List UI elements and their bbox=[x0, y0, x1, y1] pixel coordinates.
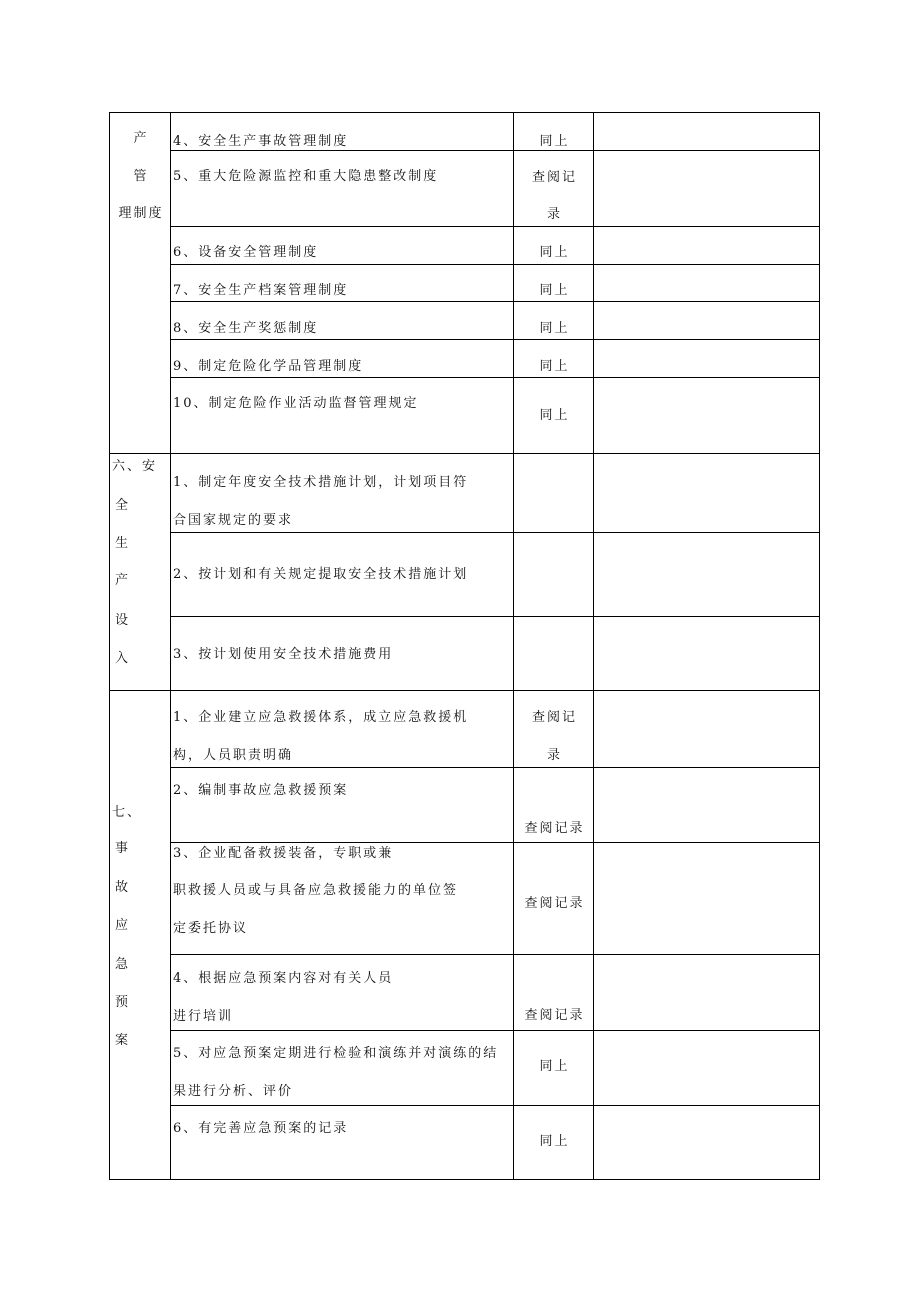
method-text: 查阅记录 bbox=[524, 896, 585, 911]
table-row bbox=[109, 616, 819, 690]
item-cell bbox=[170, 150, 513, 226]
method-text: 同上 bbox=[539, 1059, 570, 1074]
table-row bbox=[109, 842, 819, 954]
item-text: 3、按计划使用安全技术措施费用 bbox=[173, 647, 394, 662]
method-cell bbox=[513, 954, 593, 1030]
method-cell bbox=[513, 767, 593, 842]
item-text: 3、企业配备救援装备，专职或兼 bbox=[173, 846, 394, 861]
remark-cell bbox=[593, 767, 819, 842]
table-row bbox=[109, 377, 819, 453]
method-cell bbox=[513, 150, 593, 226]
method-cell bbox=[513, 690, 593, 767]
item-text: 职救援人员或与具备应急救援能力的单位签 bbox=[173, 883, 459, 898]
table-row bbox=[109, 453, 819, 532]
item-cell bbox=[170, 1105, 513, 1179]
category-text: 案 bbox=[115, 1033, 131, 1048]
method-text: 同上 bbox=[539, 321, 570, 336]
category-text: 故 bbox=[115, 880, 131, 895]
item-cell bbox=[170, 453, 513, 532]
method-text: 同上 bbox=[539, 283, 570, 298]
method-cell bbox=[513, 112, 593, 150]
item-text: 4、根据应急预案内容对有关人员 bbox=[173, 971, 394, 986]
item-text: 2、按计划和有关规定提取安全技术措施计划 bbox=[173, 567, 469, 582]
method-text: 查阅记录 bbox=[524, 821, 585, 836]
category-text: 设 bbox=[115, 613, 131, 628]
method-cell bbox=[513, 264, 593, 301]
item-cell bbox=[170, 532, 513, 616]
table-row bbox=[109, 1105, 819, 1179]
method-cell bbox=[513, 453, 593, 532]
remark-cell bbox=[593, 453, 819, 532]
remark-cell bbox=[593, 690, 819, 767]
category-text: 急 bbox=[115, 957, 131, 972]
item-text: 7、安全生产档案管理制度 bbox=[173, 283, 349, 298]
method-text: 录 bbox=[546, 748, 562, 763]
item-text: 10、制定危险作业活动监督管理规定 bbox=[173, 396, 419, 411]
category-text: 入 bbox=[115, 651, 131, 666]
category-text: 全 bbox=[115, 498, 131, 513]
item-text: 4、安全生产事故管理制度 bbox=[173, 134, 349, 149]
item-cell bbox=[170, 690, 513, 767]
method-text: 同上 bbox=[539, 245, 570, 260]
table-row bbox=[109, 767, 819, 842]
table-row bbox=[109, 532, 819, 616]
item-text: 8、安全生产奖惩制度 bbox=[173, 321, 319, 336]
item-text: 1、企业建立应急救援体系，成立应急救援机 bbox=[173, 710, 469, 725]
category-text: 预 bbox=[115, 995, 131, 1010]
method-cell bbox=[513, 226, 593, 264]
method-cell bbox=[513, 616, 593, 690]
method-text: 同上 bbox=[539, 359, 570, 374]
category-text: 产 bbox=[115, 573, 131, 588]
item-cell bbox=[170, 377, 513, 453]
item-cell bbox=[170, 954, 513, 1030]
item-cell bbox=[170, 226, 513, 264]
method-text: 同上 bbox=[539, 134, 570, 149]
table-row bbox=[109, 1030, 819, 1105]
method-cell bbox=[513, 377, 593, 453]
method-text: 录 bbox=[546, 207, 562, 222]
item-text: 6、设备安全管理制度 bbox=[173, 245, 319, 260]
remark-cell bbox=[593, 264, 819, 301]
item-cell bbox=[170, 339, 513, 377]
table-row bbox=[109, 150, 819, 226]
item-text: 定委托协议 bbox=[173, 921, 249, 936]
remark-cell bbox=[593, 339, 819, 377]
category-text: 生 bbox=[115, 536, 131, 551]
category-text: 管 bbox=[133, 169, 149, 184]
method-text: 查阅记 bbox=[531, 710, 577, 725]
remark-cell bbox=[593, 1105, 819, 1179]
remark-cell bbox=[593, 226, 819, 264]
item-cell bbox=[170, 112, 513, 150]
item-text: 5、重大危险源监控和重大隐患整改制度 bbox=[173, 169, 439, 184]
item-cell bbox=[170, 767, 513, 842]
method-text: 同上 bbox=[539, 1134, 570, 1149]
method-cell bbox=[513, 1030, 593, 1105]
remark-cell bbox=[593, 1030, 819, 1105]
remark-cell bbox=[593, 616, 819, 690]
category-text: 理制度 bbox=[118, 206, 164, 221]
item-text: 构，人员职责明确 bbox=[173, 748, 294, 763]
remark-cell bbox=[593, 150, 819, 226]
item-text: 1、制定年度安全技术措施计划，计划项目符 bbox=[173, 475, 469, 490]
item-cell bbox=[170, 264, 513, 301]
method-cell bbox=[513, 532, 593, 616]
item-cell bbox=[170, 1030, 513, 1105]
table-row bbox=[109, 690, 819, 767]
remark-cell bbox=[593, 954, 819, 1030]
table-row bbox=[109, 112, 819, 150]
category-text: 产 bbox=[133, 131, 149, 146]
item-text: 果进行分析、评价 bbox=[173, 1084, 294, 1099]
method-text: 查阅记 bbox=[531, 170, 577, 185]
table-row bbox=[109, 226, 819, 264]
remark-cell bbox=[593, 301, 819, 339]
item-cell bbox=[170, 842, 513, 954]
table-row bbox=[109, 954, 819, 1030]
method-text: 查阅记录 bbox=[524, 1008, 585, 1023]
method-cell bbox=[513, 301, 593, 339]
item-cell bbox=[170, 616, 513, 690]
table-row bbox=[109, 339, 819, 377]
method-cell bbox=[513, 842, 593, 954]
item-cell bbox=[170, 301, 513, 339]
inspection-table bbox=[109, 112, 820, 1180]
category-text: 七、 bbox=[112, 805, 143, 820]
remark-cell bbox=[593, 377, 819, 453]
item-text: 9、制定危险化学品管理制度 bbox=[173, 359, 364, 374]
item-text: 2、编制事故应急救援预案 bbox=[173, 783, 349, 798]
remark-cell bbox=[593, 532, 819, 616]
table-row bbox=[109, 264, 819, 301]
table-row bbox=[109, 301, 819, 339]
remark-cell bbox=[593, 112, 819, 150]
category-text: 应 bbox=[115, 918, 131, 933]
category-text: 事 bbox=[115, 841, 131, 856]
category-text: 六、安 bbox=[112, 459, 158, 474]
item-text: 5、对应急预案定期进行检验和演练并对演练的结 bbox=[173, 1046, 499, 1061]
method-text: 同上 bbox=[539, 408, 570, 423]
method-cell bbox=[513, 339, 593, 377]
item-text: 6、有完善应急预案的记录 bbox=[173, 1121, 349, 1136]
remark-cell bbox=[593, 842, 819, 954]
method-cell bbox=[513, 1105, 593, 1179]
item-text: 合国家规定的要求 bbox=[173, 513, 294, 528]
item-text: 进行培训 bbox=[173, 1009, 234, 1024]
